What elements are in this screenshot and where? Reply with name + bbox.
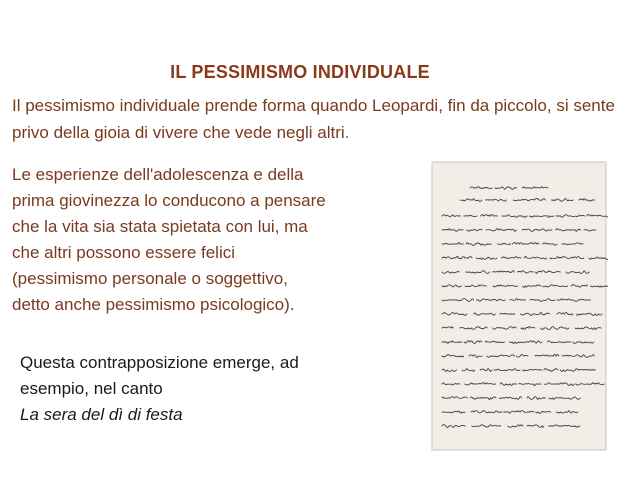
paragraph-line: prima giovinezza lo conducono a pensare bbox=[12, 191, 326, 210]
paragraph-line: che altri possono essere felici bbox=[12, 243, 236, 262]
quote-line: Questa contrapposizione emerge, ad bbox=[20, 353, 299, 372]
paragraph-line: (pessimismo personale o soggettivo, bbox=[12, 269, 288, 288]
paragraph-line: che la vita sia stata spietata con lui, ma bbox=[12, 217, 308, 236]
intro-period: . bbox=[344, 123, 350, 142]
paragraph-line: Le esperienze dell'adolescenza e della bbox=[12, 165, 304, 184]
quote-line bbox=[20, 376, 420, 428]
handwritten-manuscript-image bbox=[430, 160, 608, 452]
paragraph-line: detto anche pessimismo psicologico). bbox=[12, 295, 295, 314]
quote-prefix: esempio, nel canto bbox=[20, 379, 163, 398]
example-quote bbox=[20, 350, 420, 428]
poem-title: La sera del dì di festa bbox=[20, 405, 183, 424]
slide-title: IL PESSIMISMO INDIVIDUALE bbox=[170, 62, 430, 82]
intro-text bbox=[12, 92, 632, 146]
adolescence-paragraph bbox=[12, 162, 422, 318]
intro-sentence: Il pessimismo individuale prende forma quando Leopardi, fin da piccolo, si sente privo della gioia di vivere che vede negli altri bbox=[12, 96, 615, 142]
manuscript-paper bbox=[432, 162, 606, 450]
